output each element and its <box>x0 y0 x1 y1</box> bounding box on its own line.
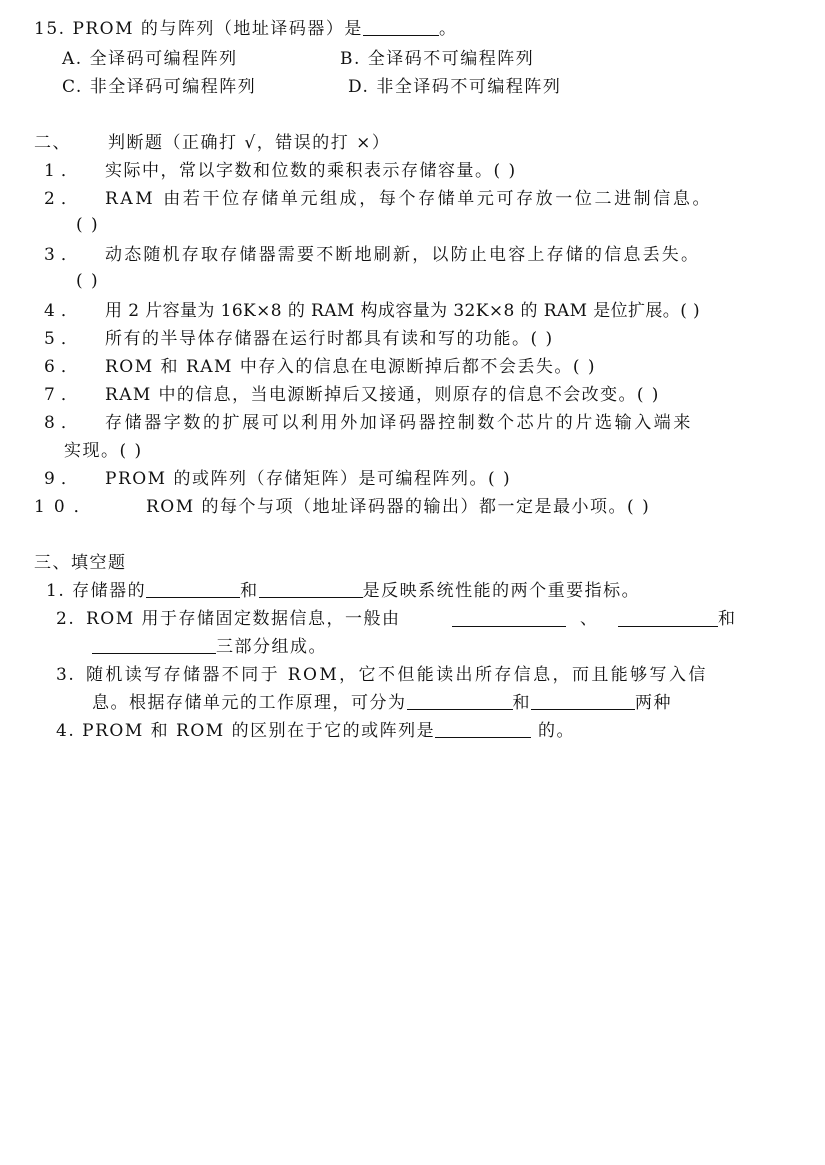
fill-q2-blank-2 <box>618 610 718 627</box>
fill-q1 <box>46 580 825 602</box>
judge-item-1-text: 实际中，常以字数和位数的乘积表示存储容量。( ) <box>105 161 517 181</box>
q15-option-a: A. 全译码可编程阵列 <box>62 49 238 69</box>
fill-q2-part-c: 和 <box>718 609 737 629</box>
judge-item-6-text: ROM 和 RAM 中存入的信息在电源断掉后都不会丢失。( ) <box>105 357 597 377</box>
judge-item-8-num: 8． <box>44 413 84 433</box>
judge-item-2-text: RAM 由若干位存储单元组成，每个存储单元可存放一位二进制信息。 <box>105 189 713 209</box>
fill-heading-text: 三、填空题 <box>34 553 127 573</box>
fill-q3-part-d: 两种 <box>635 693 672 713</box>
judge-item-2-num: 2． <box>44 189 84 209</box>
judge-heading-text: 判断题（正确打 √，错误的打 ×） <box>108 133 391 153</box>
judge-heading-num: 二、 <box>34 133 71 153</box>
fill-q1-blank-2 <box>259 581 363 598</box>
fill-q1-blank-1 <box>146 581 240 598</box>
fill-q4-blank <box>435 721 531 738</box>
fill-q3-part-a: 随机读写存储器不同于 ROM，它不但能读出所存信息，而且能够写入信 <box>86 665 708 685</box>
fill-q4 <box>56 720 825 742</box>
fill-q3-part-c: 和 <box>512 693 531 713</box>
judge-item-4-num: 4． <box>44 301 84 321</box>
judge-item-3-num: 3． <box>44 245 84 265</box>
fill-q3-blank-2 <box>531 693 635 710</box>
judge-item-5-text: 所有的半导体存储器在运行时都具有读和写的功能。( ) <box>105 329 554 349</box>
judge-item-8-continuation: 实现。( ) <box>64 441 143 461</box>
fill-q3-cont <box>92 692 825 714</box>
judge-item-9-text: PROM 的或阵列（存储矩阵）是可编程阵列。( ) <box>105 469 512 489</box>
judge-item-1-num: 1． <box>44 161 84 181</box>
fill-q4-part-a: PROM 和 ROM 的区别在于它的或阵列是 <box>82 721 436 741</box>
fill-q3-part-b: 息。根据存储单元的工作原理，可分为 <box>92 693 407 713</box>
q15-blank <box>363 19 439 36</box>
fill-q1-part-c: 是反映系统性能的两个重要指标。 <box>362 581 641 601</box>
fill-q2-num: 2. <box>56 609 76 629</box>
judge-item-4-text: 用 2 片容量为 16K×8 的 RAM 构成容量为 32K×8 的 RAM 是位扩展。( ) <box>105 301 701 321</box>
q15-end: 。 <box>438 19 458 39</box>
judge-item-2-paren: ( ) <box>76 215 100 235</box>
fill-q2-part-b: 、 <box>580 609 599 629</box>
judge-item-5-num: 5． <box>44 329 84 349</box>
fill-q4-part-b: 的。 <box>537 721 575 741</box>
fill-q1-num: 1. <box>46 581 66 601</box>
fill-q4-num: 4. <box>56 721 76 741</box>
q15-option-d: D. 非全译码不可编程阵列 <box>348 77 562 97</box>
judge-item-6-num: 6． <box>44 357 84 377</box>
fill-q3-num: 3. <box>56 665 76 685</box>
q15-option-c: C. 非全译码可编程阵列 <box>62 77 257 97</box>
q15-stem: 15. PROM 的与阵列（地址译码器）是 <box>34 19 363 39</box>
fill-q2-cont <box>92 636 825 658</box>
fill-q1-part-a: 存储器的 <box>72 581 147 601</box>
fill-q2-blank-3 <box>92 637 216 654</box>
fill-q3-blank-1 <box>407 693 513 710</box>
fill-q2-part-a: ROM 用于存储固定数据信息，一般由 <box>86 609 401 629</box>
judge-item-3-paren: ( ) <box>76 271 100 291</box>
judge-item-10-num: 10． <box>34 497 100 517</box>
fill-q2-blank-1 <box>452 610 566 627</box>
judge-item-7-text: RAM 中的信息，当电源断掉后又接通，则原存的信息不会改变。( ) <box>105 385 660 405</box>
judge-item-9-num: 9． <box>44 469 84 489</box>
judge-item-10-text: ROM 的每个与项（地址译码器的输出）都一定是最小项。( ) <box>146 497 651 517</box>
q15-option-b: B. 全译码不可编程阵列 <box>340 49 535 69</box>
fill-q2-part-d: 三部分组成。 <box>216 637 327 657</box>
fill-q1-part-b: 和 <box>240 581 259 601</box>
q15-stem-line <box>34 18 825 40</box>
judge-item-8-text: 存储器字数的扩展可以利用外加译码器控制数个芯片的片选输入端来 <box>105 413 693 433</box>
judge-item-7-num: 7． <box>44 385 84 405</box>
judge-item-3-text: 动态随机存取存储器需要不断地刷新，以防止电容上存储的信息丢失。 <box>105 245 701 265</box>
